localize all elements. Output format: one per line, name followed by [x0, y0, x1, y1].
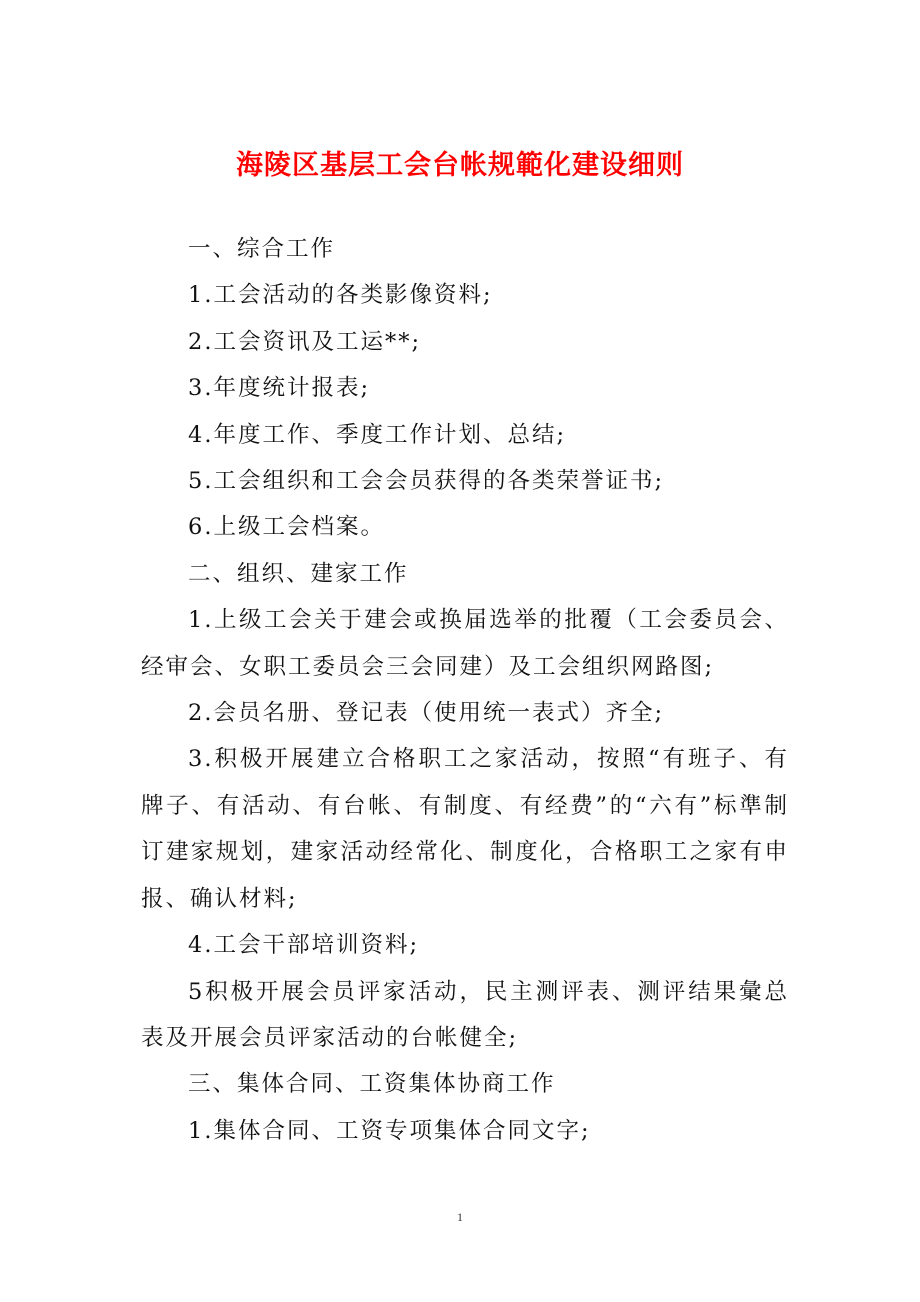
list-item: 1.集体合同、工资专项集体合同文字;	[188, 1117, 591, 1144]
section-heading-general: 一、综合工作	[188, 236, 336, 262]
list-item: 5积极开展会员评家活动，民主测评表、测评结果彙总表及开展会员评家活动的台帐健全;	[141, 978, 789, 1051]
list-item: 3.年度统计报表;	[188, 375, 371, 402]
page-number: 1	[457, 1210, 463, 1224]
list-item: 1.上级工会关于建会或换届选举的批覆（工会委员会、经审会、女职工委员会三会同建）及工会组织网路图;	[141, 607, 789, 680]
list-item: 1.工会活动的各类影像资料;	[188, 282, 493, 309]
document-title: 海陵区基层工会台帐规範化建设细则	[236, 150, 684, 181]
document-body	[141, 226, 789, 1154]
section-heading-collective-contract: 三、集体合同、工资集体协商工作	[188, 1071, 556, 1098]
list-item: 6.上级工会档案。	[188, 514, 385, 541]
list-item: 3.积极开展建立合格职工之家活动，按照“有班子、有牌子、有活动、有台帐、有制度、有经费”的“六有”标準制订建家规划，建家活动经常化、制度化，合格职工之家有申报、确认材料;	[141, 746, 789, 912]
list-item: 5.工会组织和工会会员获得的各类荣誉证书;	[188, 468, 665, 495]
list-item: 4.年度工作、季度工作计划、总结;	[188, 421, 567, 448]
list-item: 4.工会干部培训资料;	[188, 932, 420, 959]
list-item: 2.工会资讯及工运**;	[188, 328, 422, 355]
section-heading-organization: 二、组织、建家工作	[188, 560, 409, 587]
list-item: 2.会员名册、登记表（使用统一表式）齐全;	[188, 700, 665, 727]
